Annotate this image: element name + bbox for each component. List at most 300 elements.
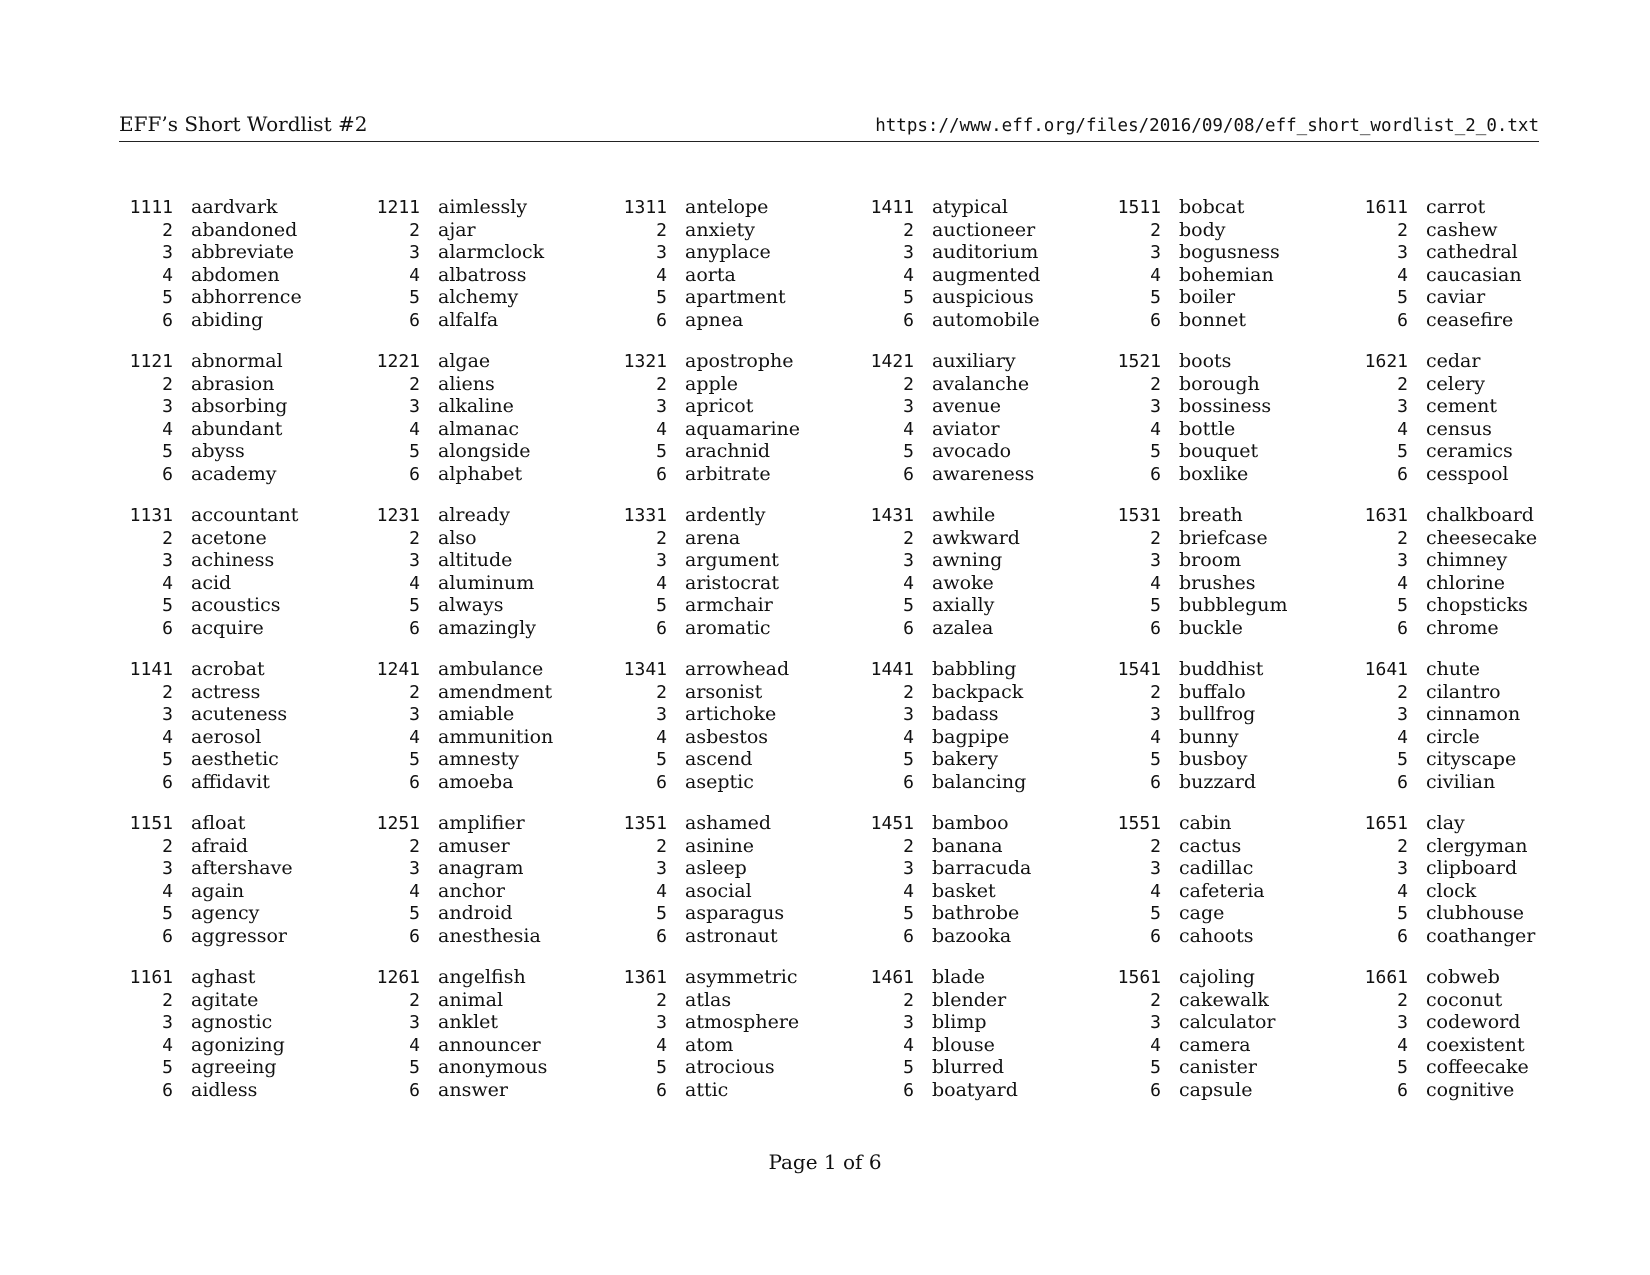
word: babbling [932,658,1017,680]
word-group [365,350,605,485]
dice-digit: 5 [1397,749,1408,770]
word: boots [1179,350,1232,372]
dice-code: 1331 [623,505,667,526]
word-entry [118,527,358,550]
dice-digit: 3 [409,396,420,417]
dice-digit: 6 [162,925,173,947]
word-entry [118,989,358,1012]
dice-code: 1361 [623,967,667,988]
word: clubhouse [1426,902,1525,924]
word: clock [1426,879,1477,902]
dice-digit: 3 [1397,704,1408,725]
word-entry [1353,835,1593,858]
word: cabin [1179,812,1232,834]
word-entry [365,880,605,903]
dice-digit: 2 [1150,835,1161,857]
word-entry [859,989,1099,1012]
word: anonymous [438,1056,548,1078]
dice-digit: 2 [903,681,914,703]
word-entry [612,350,852,373]
word: camera [1179,1033,1251,1056]
page-number: Page 1 of 6 [768,1150,882,1174]
word: broom [1179,549,1242,571]
word: apartment [685,286,786,308]
dice-digit: 6 [162,309,173,331]
word-entry [859,681,1099,704]
dice-digit: 6 [1150,1079,1161,1101]
word-entry [1353,1056,1593,1079]
word-group [859,966,1099,1101]
word-entry [1353,350,1593,373]
word-entry [118,771,358,794]
dice-digit: 6 [162,1079,173,1101]
word-entry [1353,549,1593,572]
word: ascend [685,748,753,770]
word-entry [859,771,1099,794]
word-entry [1353,241,1593,264]
word-entry [118,1056,358,1079]
word-group [118,350,358,485]
word-entry [1353,504,1593,527]
word: agitate [191,988,259,1011]
dice-digit: 5 [409,1057,420,1078]
dice-digit: 2 [409,989,420,1011]
word-entry [365,1079,605,1102]
word: blurred [932,1056,1005,1078]
dice-digit: 4 [903,726,914,748]
word-entry [859,395,1099,418]
word: amoeba [438,770,514,793]
word-entry [365,264,605,287]
word-entry [859,594,1099,617]
word: boiler [1179,286,1236,308]
word-entry [1106,1034,1346,1057]
word-entry [1353,857,1593,880]
word: cakewalk [1179,988,1269,1011]
word: coathanger [1426,924,1536,947]
word-entry [1353,1011,1593,1034]
word: buzzard [1179,770,1256,793]
word-entry [118,309,358,332]
word: antelope [685,196,769,218]
dice-digit: 4 [656,726,667,748]
dice-digit: 6 [656,925,667,947]
dice-digit: 4 [903,572,914,594]
word: ardently [685,504,766,526]
word: ambulance [438,658,544,680]
word: busboy [1179,748,1248,770]
word-group [859,658,1099,793]
source-url: https://www.eff.org/files/2016/09/08/eff_short_wordlist_2_0.txt [875,116,1539,136]
word: android [438,902,513,924]
dice-digit: 6 [1150,925,1161,947]
word-entry [1106,395,1346,418]
word: chrome [1426,616,1499,639]
word-entry [1106,617,1346,640]
dice-digit: 4 [162,1034,173,1056]
dice-digit: 4 [1150,726,1161,748]
dice-digit: 3 [1150,396,1161,417]
word-entry [118,658,358,681]
dice-digit: 6 [903,1079,914,1101]
dice-digit: 6 [162,617,173,639]
word: bunny [1179,725,1239,748]
word-entry [365,527,605,550]
word-entry [1106,835,1346,858]
word-group [859,504,1099,639]
word-entry [365,286,605,309]
word-group [118,658,358,793]
word: civilian [1426,770,1496,793]
word-entry [1353,989,1593,1012]
word: absorbing [191,395,288,417]
word: abdomen [191,263,280,286]
word-entry [118,617,358,640]
word: bagpipe [932,725,1010,748]
dice-digit: 2 [903,527,914,549]
word: atrocious [685,1056,775,1078]
word-entry [365,1056,605,1079]
word: brushes [1179,571,1256,594]
word-entry [1106,1056,1346,1079]
word-entry [365,463,605,486]
word-entry [118,681,358,704]
word: artichoke [685,703,777,725]
word-entry [1353,748,1593,771]
word: carrot [1426,196,1486,218]
word-entry [118,264,358,287]
word-group [859,196,1099,331]
dice-digit: 6 [656,771,667,793]
word: asleep [685,857,747,879]
word: abandoned [191,218,298,241]
dice-code: 1121 [129,351,173,372]
word-entry [365,617,605,640]
word-entry [118,594,358,617]
word: caucasian [1426,263,1522,286]
dice-digit: 5 [162,1057,173,1078]
word-entry [365,549,605,572]
dice-code: 1111 [129,197,173,218]
word-entry [1353,527,1593,550]
word: anchor [438,879,505,902]
word: bamboo [932,812,1009,834]
dice-digit: 2 [1150,681,1161,703]
dice-digit: 4 [903,880,914,902]
dice-digit: 4 [162,264,173,286]
word: amplifier [438,812,525,834]
word-entry [859,504,1099,527]
word-group [612,658,852,793]
word-entry [118,219,358,242]
word: calculator [1179,1011,1276,1033]
dice-code: 1641 [1364,659,1408,680]
word-entry [859,264,1099,287]
dice-code: 1421 [870,351,914,372]
dice-code: 1611 [1364,197,1408,218]
word: ceasefire [1426,308,1514,331]
word-entry [118,395,358,418]
dice-digit: 3 [1397,1012,1408,1033]
dice-digit: 6 [903,771,914,793]
word: balancing [932,770,1027,793]
word-group [612,966,852,1101]
word-group [612,812,852,947]
word: coexistent [1426,1033,1525,1056]
dice-digit: 4 [162,572,173,594]
dice-digit: 6 [1150,771,1161,793]
word-entry [1106,286,1346,309]
dice-digit: 2 [1150,527,1161,549]
word-entry [1353,440,1593,463]
dice-digit: 2 [656,989,667,1011]
word-entry [365,395,605,418]
word: cage [1179,902,1225,924]
word-entry [1353,395,1593,418]
word: badass [932,703,999,725]
word: bobcat [1179,196,1245,218]
word-entry [1106,1011,1346,1034]
word-entry [118,812,358,835]
word: cahoots [1179,924,1254,947]
dice-digit: 2 [656,373,667,395]
word-entry [859,1034,1099,1057]
word: cognitive [1426,1078,1515,1101]
word: aghast [191,966,256,988]
dice-digit: 3 [903,242,914,263]
dice-digit: 5 [903,1057,914,1078]
dice-digit: 2 [162,989,173,1011]
word-entry [612,395,852,418]
dice-code: 1621 [1364,351,1408,372]
dice-digit: 5 [162,749,173,770]
word: ashamed [685,812,772,834]
word: avocado [932,440,1012,462]
word-entry [859,658,1099,681]
word-entry [1106,925,1346,948]
dice-digit: 5 [656,749,667,770]
word-entry [1353,264,1593,287]
word: aimlessly [438,196,528,218]
dice-digit: 3 [903,396,914,417]
dice-digit: 5 [1150,1057,1161,1078]
dice-digit: 6 [903,925,914,947]
word: atlas [685,988,732,1011]
word-entry [859,549,1099,572]
word: abrasion [191,372,275,395]
word-entry [1106,880,1346,903]
word: aerosol [191,725,262,748]
word: accountant [191,504,299,526]
dice-digit: 2 [409,835,420,857]
dice-digit: 2 [409,681,420,703]
word-entry [1106,1079,1346,1102]
word: azalea [932,616,994,639]
word: aorta [685,263,736,286]
word-entry [859,440,1099,463]
dice-digit: 4 [409,880,420,902]
word: agonizing [191,1033,285,1056]
word: bakery [932,748,999,770]
word-entry [1353,463,1593,486]
word-entry [1106,812,1346,835]
dice-digit: 5 [1397,595,1408,616]
word-entry [118,572,358,595]
word: announcer [438,1033,541,1056]
dice-digit: 3 [903,858,914,879]
word: bullfrog [1179,703,1256,725]
word-entry [365,241,605,264]
word-entry [1106,703,1346,726]
word: avenue [932,395,1002,417]
word: chopsticks [1426,594,1528,616]
word-entry [612,309,852,332]
dice-digit: 2 [1150,219,1161,241]
word: ajar [438,218,476,241]
word: already [438,504,510,526]
word-entry [1353,373,1593,396]
dice-digit: 4 [1150,880,1161,902]
dice-digit: 5 [409,749,420,770]
dice-digit: 3 [1150,858,1161,879]
word-entry [1353,196,1593,219]
dice-digit: 5 [903,287,914,308]
wordlist-grid [0,196,1650,1101]
word: acuteness [191,703,288,725]
word-entry [612,812,852,835]
word: cathedral [1426,241,1518,263]
dice-code: 1161 [129,967,173,988]
dice-digit: 4 [903,1034,914,1056]
dice-code: 1541 [1117,659,1161,680]
word: abiding [191,308,264,331]
word-entry [1353,1034,1593,1057]
dice-code: 1661 [1364,967,1408,988]
word: amiable [438,703,515,725]
word-entry [118,1034,358,1057]
word: abbreviate [191,241,294,263]
dice-digit: 2 [903,835,914,857]
word: aesthetic [191,748,279,770]
word-entry [1106,572,1346,595]
word: astronaut [685,924,778,947]
word-entry [859,726,1099,749]
dice-digit: 4 [1397,572,1408,594]
word-entry [118,196,358,219]
dice-digit: 5 [656,1057,667,1078]
dice-code: 1651 [1364,813,1408,834]
word: arachnid [685,440,771,462]
word-entry [1106,241,1346,264]
word-entry [1353,309,1593,332]
word-entry [365,703,605,726]
word: afraid [191,834,249,857]
word-group [365,658,605,793]
word-entry [118,373,358,396]
word-entry [859,812,1099,835]
document-title: EFF’s Short Wordlist #2 [119,112,368,136]
word-entry [118,880,358,903]
dice-code: 1321 [623,351,667,372]
dice-digit: 2 [903,373,914,395]
dice-digit: 4 [1150,572,1161,594]
word: boatyard [932,1078,1018,1101]
word-entry [859,902,1099,925]
word-entry [1353,572,1593,595]
word: borough [1179,372,1260,395]
word: aviator [932,417,1000,440]
dice-digit: 2 [162,527,173,549]
word-entry [365,1011,605,1034]
word-entry [859,880,1099,903]
word: abyss [191,440,245,462]
word-entry [1353,703,1593,726]
word-group [365,196,605,331]
word-entry [1106,681,1346,704]
word: achiness [191,549,275,571]
word-entry [859,418,1099,441]
word: affidavit [191,770,270,793]
word-entry [612,966,852,989]
word: aardvark [191,196,278,218]
word: again [191,879,245,902]
dice-digit: 3 [409,550,420,571]
word: chlorine [1426,571,1506,594]
word: acetone [191,526,267,549]
word: apostrophe [685,350,794,372]
word-entry [612,681,852,704]
dice-code: 1521 [1117,351,1161,372]
word-entry [118,418,358,441]
word: asinine [685,834,754,857]
word: atypical [932,196,1008,218]
word: blender [932,988,1007,1011]
word: alarmclock [438,241,545,263]
word-entry [1106,440,1346,463]
dice-digit: 5 [409,903,420,924]
dice-digit: 3 [1397,550,1408,571]
word-entry [1106,504,1346,527]
word-entry [118,350,358,373]
word: bonnet [1179,308,1246,331]
dice-digit: 5 [1397,441,1408,462]
word-entry [365,504,605,527]
word: attic [685,1078,729,1101]
dice-digit: 4 [409,572,420,594]
dice-code: 1151 [129,813,173,834]
word-group [859,812,1099,947]
word: agreeing [191,1056,277,1078]
dice-code: 1551 [1117,813,1161,834]
word: cadillac [1179,857,1254,879]
word: apple [685,372,738,395]
word: afloat [191,812,246,834]
dice-digit: 5 [1397,287,1408,308]
dice-digit: 2 [656,219,667,241]
word: bossiness [1179,395,1272,417]
word: auxiliary [932,350,1016,372]
word-entry [365,771,605,794]
word: coffeecake [1426,1056,1529,1078]
word: briefcase [1179,526,1268,549]
dice-digit: 3 [656,396,667,417]
dice-digit: 4 [1397,880,1408,902]
word-group [1353,196,1593,331]
word-entry [1106,549,1346,572]
word: actress [191,680,261,703]
word-entry [1106,658,1346,681]
dice-code: 1341 [623,659,667,680]
